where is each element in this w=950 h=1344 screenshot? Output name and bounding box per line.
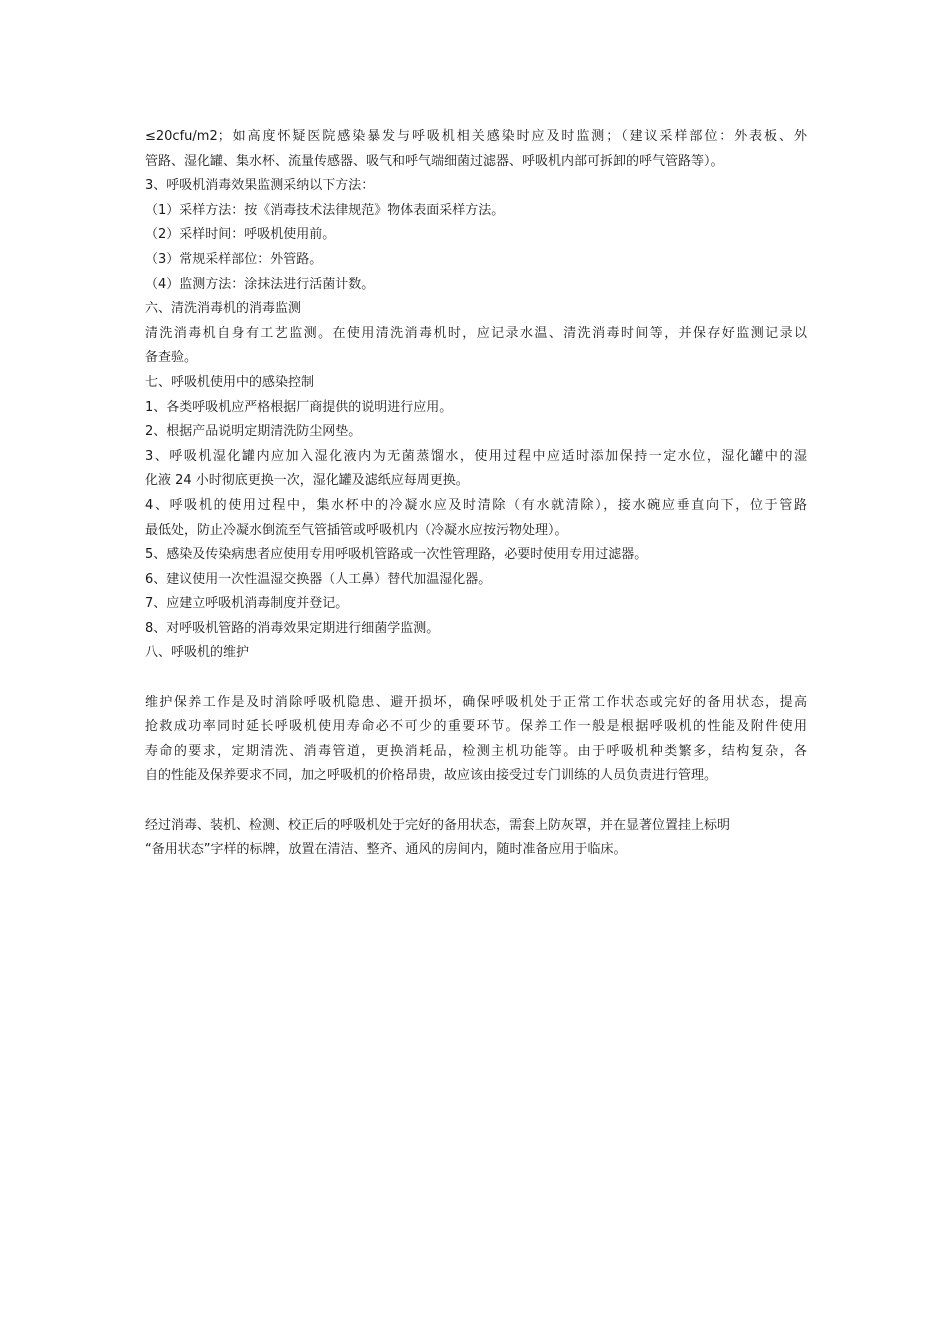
text-line: 经过消毒、装机、检测、校正后的呼吸机处于完好的备用状态，需套上防灰罩，并在显著位置挂上标明 <box>145 817 731 833</box>
section-heading: 八、呼吸机的维护 <box>145 645 250 661</box>
paragraph-gap <box>145 666 807 691</box>
text-line: 清洗消毒机自身有工艺监测。在使用清洗消毒机时，应记录水温、清洗消毒时间等，并保存好监测记录以 <box>145 325 807 341</box>
list-item: 2、根据产品说明定期清洗防尘网垫。 <box>145 424 362 440</box>
document-page <box>145 125 807 863</box>
text-line: 最低处，防止冷凝水倒流至气管插管或呼吸机内（冷凝水应按污物处理）。 <box>145 522 568 538</box>
list-item: （2）采样时间：呼吸机使用前。 <box>145 227 336 243</box>
section-heading: 六、清洗消毒机的消毒监测 <box>145 301 302 317</box>
text-line: 化液 24 小时彻底更换一次，湿化罐及滤纸应每周更换。 <box>145 473 469 489</box>
text-line: 寿命的要求，定期清洗、消毒管道，更换消耗品，检测主机功能等。由于呼吸机种类繁多，结构复杂，各 <box>145 743 807 759</box>
text-line: 管路、湿化罐、集水杯、流量传感器、吸气和呼气端细菌过滤器、呼吸机内部可拆卸的呼气管路等）。 <box>145 153 724 169</box>
list-item: （1）采样方法：按《消毒技术法律规范》物体表面采样方法。 <box>145 202 505 218</box>
list-item: （4）监测方法：涂抹法进行活菌计数。 <box>145 276 375 292</box>
paragraph-gap <box>145 789 807 814</box>
text-line: “备用状态”字样的标牌，放置在清洁、整齐、通风的房间内，随时准备应用于临床。 <box>145 842 627 858</box>
list-item: 7、应建立呼吸机消毒制度并登记。 <box>145 596 349 612</box>
list-item: 8、对呼吸机管路的消毒效果定期进行细菌学监测。 <box>145 620 440 636</box>
text-line: 抢救成功率同时延长呼吸机使用寿命必不可少的重要环节。保养工作一般是根据呼吸机的性能及附件使用 <box>145 719 807 735</box>
text-line: 自的性能及保养要求不同，加之呼吸机的价格昂贵，故应该由接受过专门训练的人员负责进行管理。 <box>145 768 718 784</box>
list-item: 3、呼吸机湿化罐内应加入湿化液内为无菌蒸馏水，使用过程中应适时添加保持一定水位，湿化罐中的湿 <box>145 448 807 464</box>
list-item: 4、呼吸机的使用过程中，集水杯中的冷凝水应及时清除（有水就清除），接水碗应垂直向下，位于管路 <box>145 497 807 513</box>
section-heading: 七、呼吸机使用中的感染控制 <box>145 374 315 390</box>
list-item: 6、建议使用一次性温湿交换器（人工鼻）替代加温湿化器。 <box>145 571 492 587</box>
list-item: 3、呼吸机消毒效果监测采纳以下方法： <box>145 178 375 194</box>
list-item: 1、各类呼吸机应严格根据厂商提供的说明进行应用。 <box>145 399 453 415</box>
list-item: 5、感染及传染病患者应使用专用呼吸机管路或一次性管理路，必要时使用专用过滤器。 <box>145 547 648 563</box>
list-item: （3）常规采样部位：外管路。 <box>145 251 323 267</box>
text-line: ≤20cfu/m2；如高度怀疑医院感染暴发与呼吸机相关感染时应及时监测；（建议采样部位：外表板、外 <box>145 129 807 144</box>
text-line: 备查验。 <box>145 350 198 366</box>
text-line: 维护保养工作是及时消除呼吸机隐患、避开损坏，确保呼吸机处于正常工作状态或完好的备用状态，提高 <box>145 694 807 710</box>
